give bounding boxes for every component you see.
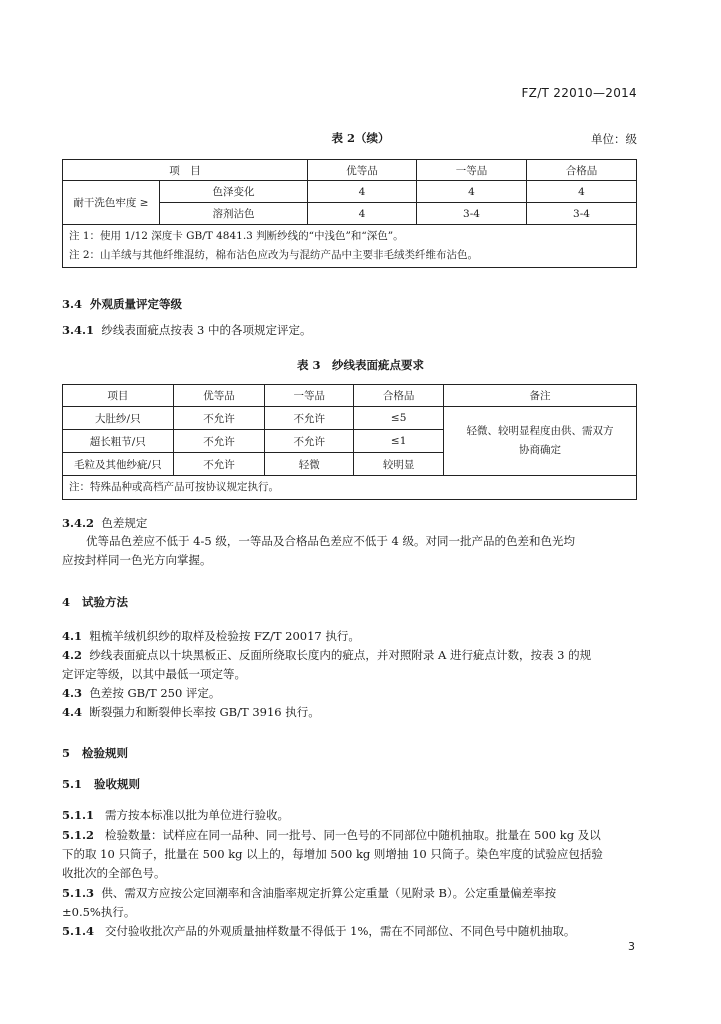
t2-cell: 4 — [417, 181, 527, 203]
t2-cell: 4 — [527, 181, 637, 203]
section-4-2: 4.2 纱线表面疵点以十块黑板正、反面所绕取长度内的疵点，并对照附录 A 进行疵点计数，按表 3 的规 — [62, 648, 592, 662]
t2-header-grade3: 合格品 — [527, 160, 637, 181]
t3-header-grade2: 一等品 — [265, 385, 354, 407]
section-5-1-3: 5.1.3 供、需双方应按公定回潮率和含油脂率规定折算公定重量（见附录 B）。公定重量偏差率按 — [62, 886, 557, 900]
section-4-3: 4.3 色差按 GB/T 250 评定。 — [62, 686, 221, 700]
t3-cell: 较明显 — [354, 453, 444, 476]
t3-cell: 不允许 — [265, 430, 354, 453]
table3 — [62, 384, 637, 500]
t2-note-1: 注 1：使用 1/12 深度卡 GB/T 4841.3 判断纱线的“中浅色”和“深色”。 — [69, 230, 404, 242]
section-3-4-2-heading: 3.4.2 色差规定 — [62, 516, 148, 530]
t3-header-item: 项目 — [63, 385, 174, 407]
t3-remark: 轻微、较明显程度由供、需双方协商确定 — [444, 407, 637, 476]
t2-group-label: 耐干洗色牢度 ≥ — [63, 181, 160, 225]
t2-cell: 3-4 — [417, 203, 527, 225]
t3-cell: 轻微 — [265, 453, 354, 476]
t3-cell: 不允许 — [265, 407, 354, 430]
t2-note-2: 注 2：山羊绒与其他纤维混纺，棉布沾色应改为与混纺产品中主要非毛绒类纤维布沾色。 — [69, 249, 479, 261]
section-5-1-2-cont2: 收批次的全部色号。 — [62, 866, 166, 880]
section-5-1-2: 5.1.2 检验数量：试样应在同一品种、同一批号、同一色号的不同部位中随机抽取。批量在 500 kg 及以 — [62, 828, 601, 842]
table2-unit: 单位：级 — [591, 132, 637, 146]
t2-cell: 4 — [308, 181, 417, 203]
table-row — [63, 407, 637, 430]
table2-caption: 表 2（续） — [331, 131, 390, 145]
t2-header-grade2: 一等品 — [417, 160, 527, 181]
t3-note: 注：特殊品种或高档产品可按协议规定执行。 — [63, 476, 637, 500]
section-3-4-1: 3.4.1 纱线表面疵点按表 3 中的各项规定评定。 — [62, 323, 312, 337]
section-5: 5 检验规则 — [62, 746, 129, 760]
section-4-4: 4.4 断裂强力和断裂伸长率按 GB/T 3916 执行。 — [62, 705, 320, 719]
t3-cell: ≤1 — [354, 430, 444, 453]
t3-row-item: 毛粒及其他纱疵/只 — [63, 453, 174, 476]
t3-header-grade1: 优等品 — [173, 385, 265, 407]
section-3-4-2-line1: 优等品色差应不低于 4-5 级，一等品及合格品色差应不低于 4 级。对同一批产品的色差和色光均 — [86, 534, 575, 548]
t2-cell: 3-4 — [527, 203, 637, 225]
table3-caption: 表 3 纱线表面疵点要求 — [296, 358, 424, 372]
section-3-4: 3.4 外观质量评定等级 — [62, 297, 183, 311]
t2-header-item: 项 目 — [63, 160, 308, 181]
table-row — [63, 181, 637, 203]
section-4-1: 4.1 粗梳羊绒机织纱的取样及检验按 FZ/T 20017 执行。 — [62, 629, 360, 643]
section-5-1: 5.1 验收规则 — [62, 777, 141, 791]
t3-row-item: 大肚纱/只 — [63, 407, 174, 430]
page-number: 3 — [628, 940, 635, 953]
t3-cell: 不允许 — [173, 453, 265, 476]
t3-header-grade3: 合格品 — [354, 385, 444, 407]
t2-header-grade1: 优等品 — [308, 160, 417, 181]
section-5-1-1: 5.1.1 需方按本标准以批为单位进行验收。 — [62, 808, 289, 822]
standard-number: FZ/T 22010—2014 — [521, 86, 637, 100]
t3-header-remark: 备注 — [444, 385, 637, 407]
t3-cell: 不允许 — [173, 430, 265, 453]
t3-row-item: 超长粗节/只 — [63, 430, 174, 453]
section-5-1-3-cont: ±0.5%执行。 — [62, 905, 136, 919]
t2-row-item: 溶剂沾色 — [160, 203, 308, 225]
t2-notes — [63, 225, 637, 268]
t3-cell: ≤5 — [354, 407, 444, 430]
section-4-2-cont: 定评定等级，以其中最低一项定等。 — [62, 667, 246, 681]
t3-cell: 不允许 — [173, 407, 265, 430]
t2-row-item: 色泽变化 — [160, 181, 308, 203]
table2 — [62, 159, 637, 268]
section-5-1-2-cont1: 下的取 10 只筒子，批量在 500 kg 以上的，每增加 500 kg 则增抽 10 只筒子。染色牢度的试验应包括验 — [62, 847, 603, 861]
section-4: 4 试验方法 — [62, 595, 129, 609]
section-5-1-4: 5.1.4 交付验收批次产品的外观质量抽样数量不得低于 1%，需在不同部位、不同色号中随机抽取。 — [62, 924, 576, 938]
t2-cell: 4 — [308, 203, 417, 225]
section-3-4-2-line2: 应按封样同一色光方向掌握。 — [62, 553, 212, 567]
